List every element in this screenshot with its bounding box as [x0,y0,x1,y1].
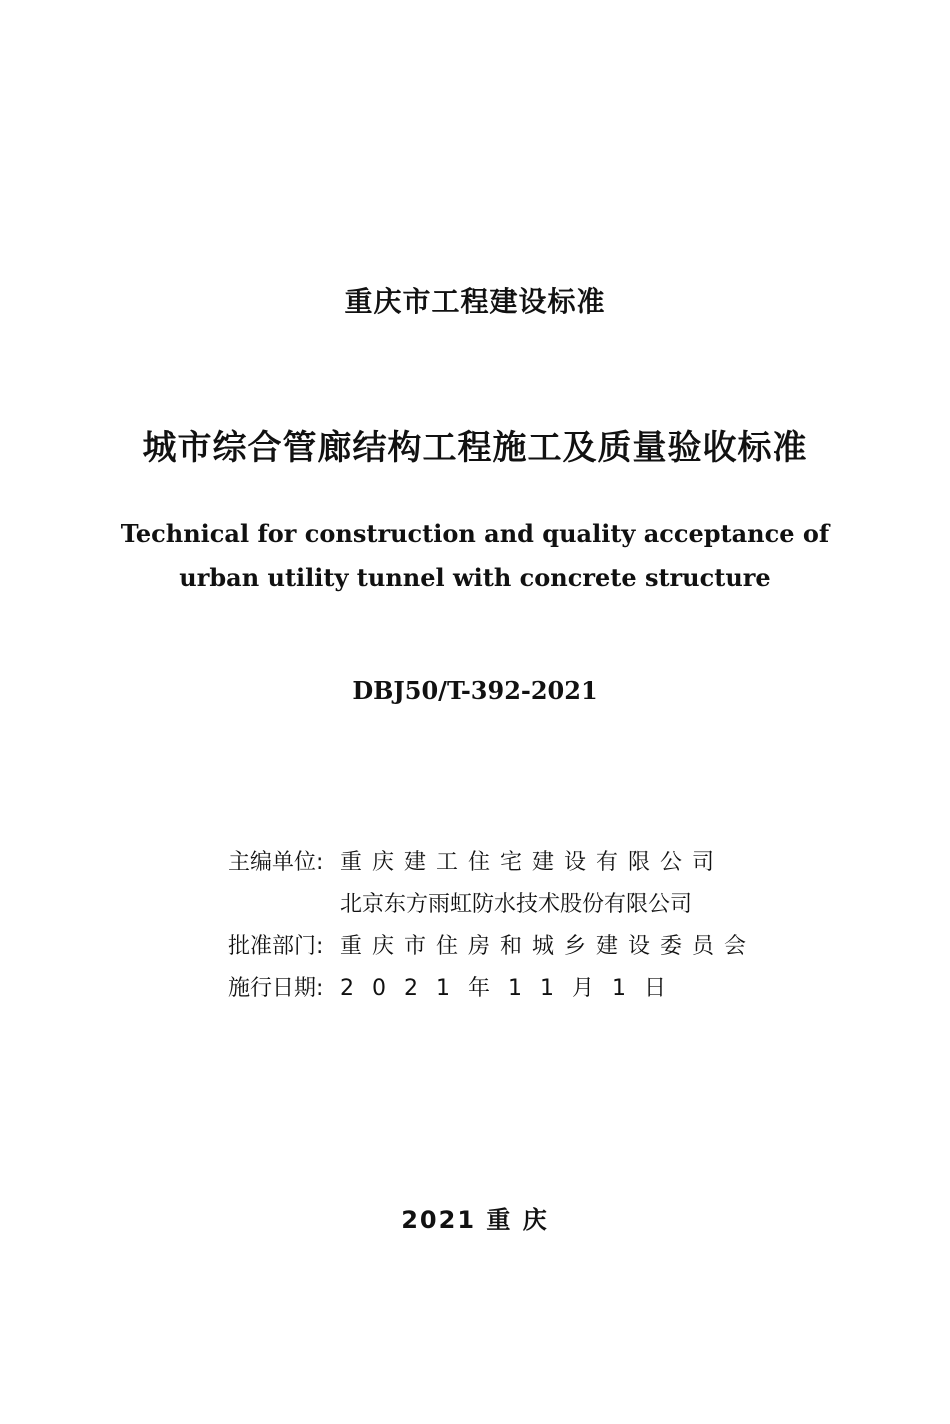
approval-row [228,926,757,968]
publication-footer: 2021 重 庆 [401,1206,549,1234]
chief-editor-row [228,842,748,884]
effective-date-label: 施行日期: [228,976,324,1001]
chief-editor-row-2 [228,884,748,926]
effective-date-row [228,968,748,1010]
english-title [0,512,950,600]
chief-editor-value: 重庆建工住宅建设有限公司 [340,850,725,875]
main-title: 城市综合管廊结构工程施工及质量验收标准 [142,428,808,468]
english-title-line-2: urban utility tunnel with concrete structure [179,563,771,592]
approval-label: 批准部门: [228,934,324,959]
effective-date-value: 2021年11月1日 [340,976,684,1001]
chief-editor-value-2: 北京东方雨虹防水技术股份有限公司 [340,892,693,917]
standard-code: DBJ50/T-392-2021 [352,676,598,705]
english-title-line-1: Technical for construction and quality acceptance of [120,519,830,548]
publication-info [228,842,757,1010]
series-title: 重庆市工程建设标准 [344,285,606,318]
chief-editor-label: 主编单位: [228,850,324,875]
approval-value: 重庆市住房和城乡建设委员会 [340,934,757,959]
